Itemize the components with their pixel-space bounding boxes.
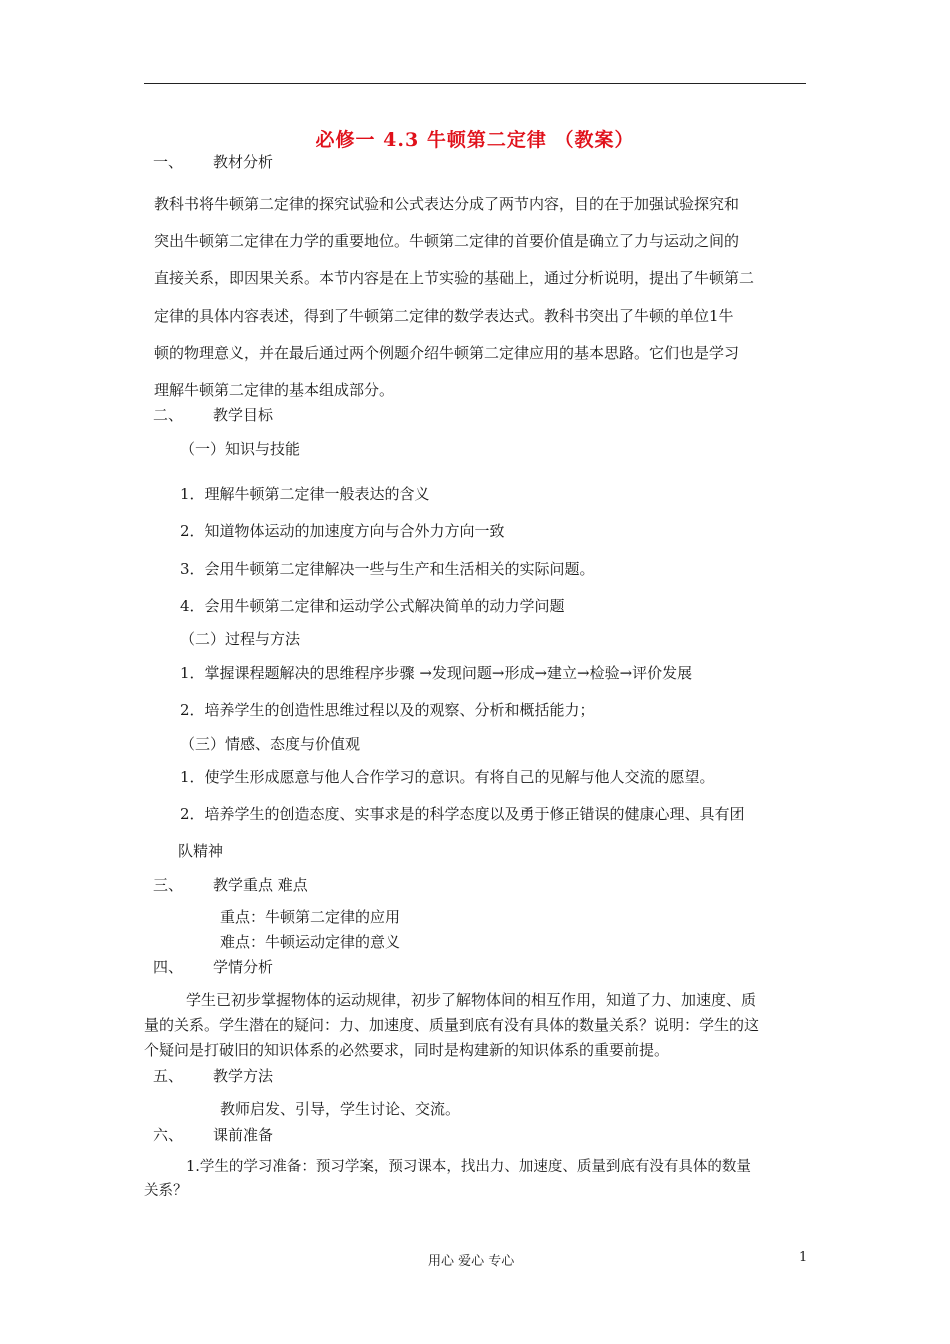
section-2-heading: 教学目标 [213,406,274,424]
document-title: 必修一 4.3 牛顿第二定律 （教案） [315,129,635,151]
analysis-line: 直接关系，即因果关系。本节内容是在上节实验的基础上，通过分析说明，提出了牛顿第二 [154,269,755,288]
student-line: 个疑问是打破旧的知识体系的必然要求，同时是构建新的知识体系的重要前提。 [144,1041,670,1059]
analysis-line: 理解牛顿第二定律的基本组成部分。 [154,381,395,400]
student-line: 量的关系。学生潜在的疑问：力、加速度、质量到底有没有具体的数量关系？说明：学生的这 [144,1016,760,1034]
knowledge-skills-heading: （一）知识与技能 [180,440,301,458]
section-6-heading: 课前准备 [213,1126,274,1144]
process-method-heading: （二）过程与方法 [180,630,301,648]
section-3-heading: 教学重点 难点 [213,876,308,894]
knowledge-item: 2．知道物体运动的加速度方向与合外力方向一致 [180,522,505,540]
emotion-item-continuation: 队精神 [178,842,224,860]
analysis-line: 定律的具体内容表述，得到了牛顿第二定律的数学表达式。教科书突出了牛顿的单位1牛 [154,306,734,325]
section-5-heading: 教学方法 [213,1067,274,1085]
footer-motto: 用心 爱心 专心 [428,1254,515,1269]
section-1-number: 一、 [153,153,184,171]
knowledge-item: 1．理解牛顿第二定律一般表达的含义 [180,485,430,503]
header-rule [144,83,806,84]
process-item: 2．培养学生的创造性思维过程以及的观察、分析和概括能力； [180,701,595,719]
emotion-item: 2．培养学生的创造态度、实事求是的科学态度以及勇于修正错误的健康心理、具有团 [180,805,745,823]
student-analysis-paragraph [144,988,759,1063]
section-6-number: 六、 [153,1126,184,1144]
analysis-line: 教科书将牛顿第二定律的探究试验和公式表达分成了两节内容，目的在于加强试验探究和 [154,195,740,213]
section-4-heading: 学情分析 [213,958,274,976]
process-item: 1．掌握课程题解决的思维程序步骤 →发现问题→形成→建立→检验→评价发展 [180,664,693,682]
analysis-line: 突出牛顿第二定律在力学的重要地位。牛顿第二定律的首要价值是确立了力与运动之间的 [154,232,740,251]
section-5-number: 五、 [153,1067,184,1085]
key-point: 重点：牛顿第二定律的应用 [220,908,401,926]
analysis-line: 顿的物理意义，并在最后通过两个例题介绍牛顿第二定律应用的基本思路。它们也是学习 [154,343,740,362]
teaching-method-text: 教师启发、引导，学生讨论、交流。 [220,1100,461,1118]
section-4-number: 四、 [153,958,184,976]
preparation-line: 1.学生的学习准备：预习学案，预习课本，找出力、加速度、质量到底有没有具体的数量 [186,1159,751,1175]
knowledge-item: 4．会用牛顿第二定律和运动学公式解决简单的动力学问题 [180,597,565,615]
preparation-line: 关系？ [144,1183,188,1199]
section-3-number: 三、 [153,876,184,894]
section-2-number: 二、 [153,406,184,424]
section-1-heading: 教材分析 [213,153,274,171]
knowledge-item: 3．会用牛顿第二定律解决一些与生产和生活相关的实际问题。 [180,560,595,578]
difficult-point: 难点：牛顿运动定律的意义 [220,933,401,951]
emotion-attitude-heading: （三）情感、态度与价值观 [180,735,361,753]
page-number: 1 [799,1250,808,1265]
textbook-analysis-paragraph [154,186,754,409]
emotion-item: 1．使学生形成愿意与他人合作学习的意识。有将自己的见解与他人交流的愿望。 [180,768,715,786]
preparation-paragraph [144,1155,751,1203]
student-line: 学生已初步掌握物体的运动规律，初步了解物体间的相互作用，知道了力、加速度、质 [186,991,757,1009]
